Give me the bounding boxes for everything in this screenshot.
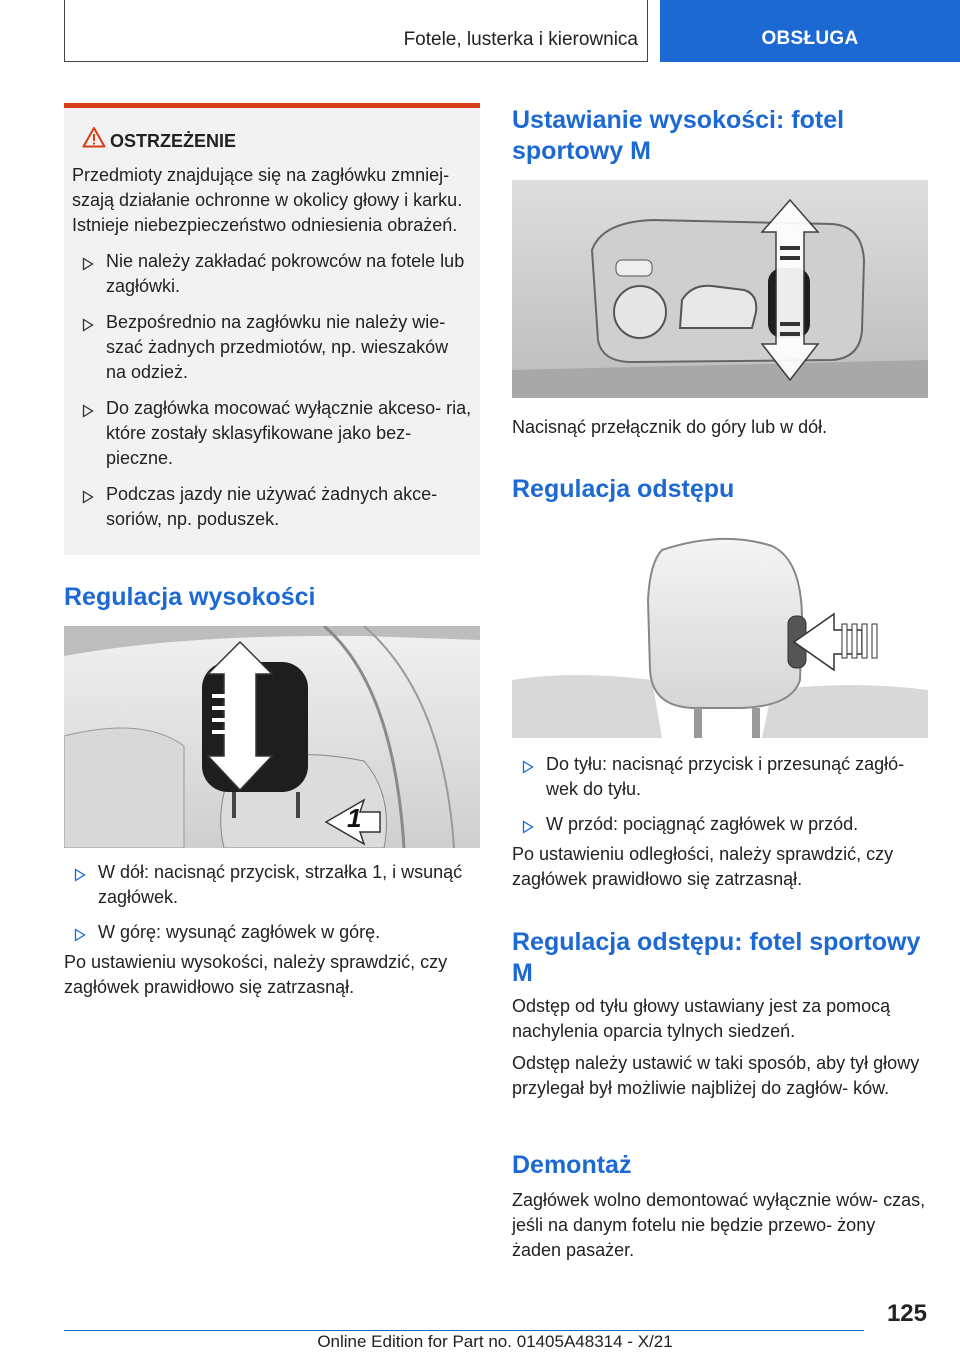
triangle-bullet-icon <box>522 756 534 781</box>
seat-switch-illustration <box>512 180 928 398</box>
list-item: Do zagłówka mocować wyłącznie akceso- ria, które zostały sklasyfikowane jako bez- pieczne. <box>72 396 472 471</box>
list-item: Do tyłu: nacisnąć przycisk i przesunąć zagłó- wek do tyłu. <box>512 752 928 802</box>
height-list <box>64 860 480 945</box>
page-number: 125 <box>886 1300 927 1327</box>
list-item: W górę: wysunąć zagłówek w górę. <box>64 920 480 945</box>
distance-m-text-2: Odstęp należy ustawić w taki sposób, aby tył głowy przylegał był możliwie najbliżej do zagłów- ków. <box>512 1053 920 1098</box>
removal-text: Zagłówek wolno demontować wyłącznie wów- czas, jeśli na danym fotelu nie będzie przewo- żony żaden pasażer. <box>512 1190 926 1260</box>
list-item: W przód: pociągnąć zagłówek w przód. <box>512 812 928 837</box>
callout-label: 1 <box>347 803 362 833</box>
warning-text: Przedmioty znajdujące się na zagłówku zmniej- szają działanie ochronne w okolicy głowy i karku. Istnieje niebezpieczeństwo odniesienia obrażeń. <box>72 165 463 235</box>
height-note: Po ustawieniu wysokości, należy sprawdzić, czy zagłówek prawidłowo się zatrzasnął. <box>64 952 448 997</box>
warning-box <box>64 103 480 555</box>
triangle-bullet-icon <box>74 924 86 949</box>
section-title: Fotele, lusterka i kierownica <box>403 29 638 50</box>
height-m-note: Nacisnąć przełącznik do góry lub w dół. <box>512 417 828 437</box>
distance-note: Po ustawieniu odległości, należy sprawdzić, czy zagłówek prawidłowo się zatrzasnął. <box>512 844 894 889</box>
heading-removal: Demontaż <box>512 1151 632 1179</box>
triangle-bullet-icon <box>82 253 94 278</box>
distance-m-text-1: Odstęp od tyłu głowy ustawiany jest za pomocą nachylenia oparcia tylnych siedzeń. <box>512 996 891 1041</box>
warning-triangle-icon <box>82 126 106 153</box>
heading-distance: Regulacja odstępu <box>512 475 735 503</box>
warning-list <box>72 249 472 532</box>
heading-height-m: Ustawianie wysokości: fotel sportowy M <box>512 106 845 165</box>
chapter-tab <box>660 0 960 62</box>
heading-height: Regulacja wysokości <box>64 583 316 611</box>
heading-distance-m: Regulacja odstępu: fotel sportowy M <box>512 928 921 987</box>
headrest-height-illustration <box>64 626 480 848</box>
list-item: Nie należy zakładać pokrowców na fotele lub zagłówki. <box>72 249 472 299</box>
footer-divider <box>64 1330 864 1331</box>
list-item: Podczas jazdy nie używać żadnych akce- soriów, np. poduszek. <box>72 482 472 532</box>
edition-note: Online Edition for Part no. 01405A48314 - X/21 <box>317 1332 673 1351</box>
distance-list <box>512 752 928 837</box>
list-item: Bezpośrednio na zagłówku nie należy wie- szać żadnych przedmiotów, np. wieszaków na odzież. <box>72 310 472 385</box>
triangle-bullet-icon <box>82 314 94 339</box>
warning-header <box>88 131 236 152</box>
list-item: W dół: nacisnąć przycisk, strzałka 1, i wsunąć zagłówek. <box>64 860 480 910</box>
warning-title: OSTRZEŻENIE <box>110 131 237 151</box>
headrest-distance-illustration <box>512 530 928 738</box>
triangle-bullet-icon <box>82 486 94 511</box>
warning-body <box>72 163 472 532</box>
triangle-bullet-icon <box>522 816 534 841</box>
triangle-bullet-icon <box>74 864 86 889</box>
chapter-title: OBSŁUGA <box>761 28 859 49</box>
triangle-bullet-icon <box>82 400 94 425</box>
